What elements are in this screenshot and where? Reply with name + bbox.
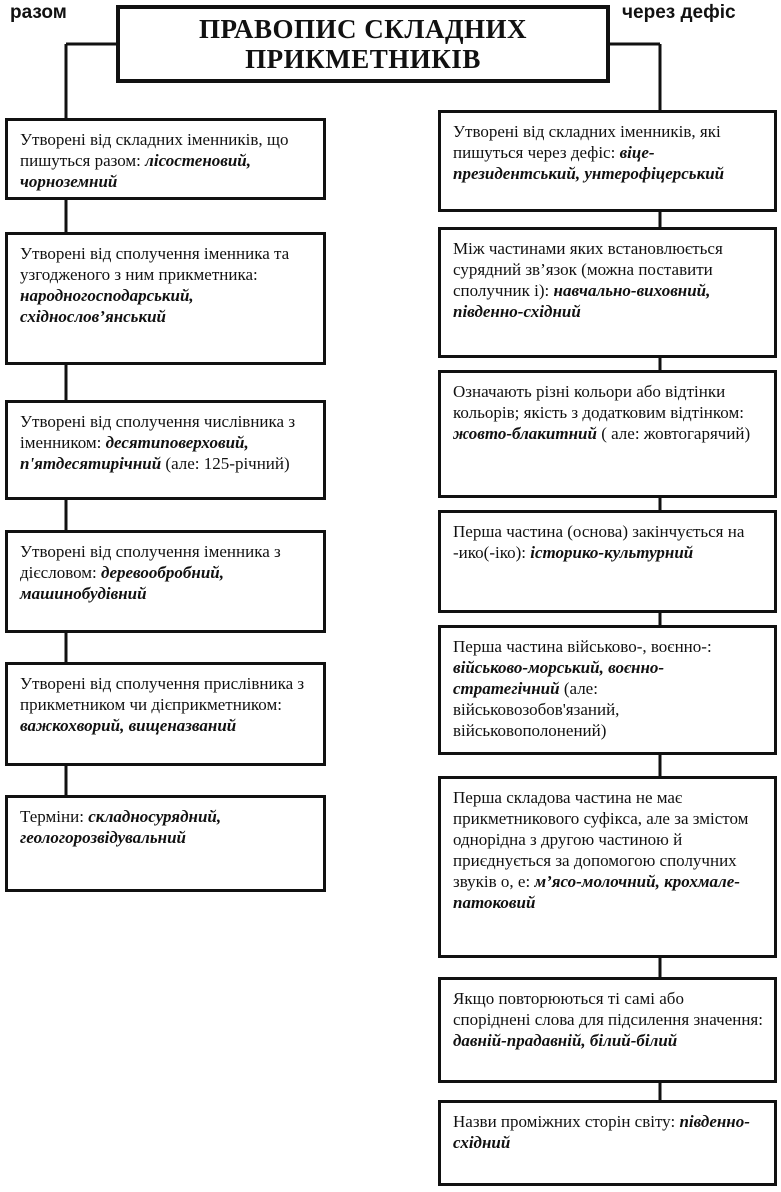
- rule-text: Означають різні кольори або відтінки кольорів; якість з додатковим відтінком:: [453, 382, 744, 422]
- rule-text: Перша складова частина не має прикметникового суфікса, але за змістом однорідна з другою частиною й приєднується за допомогою сполучних звуків о, е:: [453, 788, 749, 891]
- left-box-3: [5, 400, 326, 500]
- left-box-4: [5, 530, 326, 633]
- rule-examples: десятиповерховий, п'ятдесятирічний: [20, 433, 249, 473]
- right-box-8: [438, 1100, 777, 1186]
- rule-examples: деревообробний, машинобудівний: [20, 563, 224, 603]
- rule-text: Терміни:: [20, 807, 84, 826]
- right-box-2: [438, 227, 777, 358]
- rule-examples: народногосподарський, східнослов’янський: [20, 286, 194, 326]
- rule-examples: м’ясо-молочний, крохмале-патоковий: [453, 872, 740, 912]
- right-column-label: через дефіс: [622, 2, 736, 23]
- right-box-7: [438, 977, 777, 1083]
- rule-note: ( але: жовтогарячий): [601, 424, 751, 443]
- right-box-1: [438, 110, 777, 212]
- right-box-5: [438, 625, 777, 755]
- rule-examples: навчально-виховний, південно-східний: [453, 281, 711, 321]
- left-box-1: [5, 118, 326, 200]
- rule-examples: складносурядний, геологорозвідувальний: [20, 807, 222, 847]
- rule-examples: віце-президентський, унтерофіцерський: [453, 143, 725, 183]
- rule-note: (але: 125-річний): [165, 454, 290, 473]
- rule-examples: давній-прадавній, білий-білий: [453, 1031, 678, 1050]
- right-box-3: [438, 370, 777, 498]
- rule-examples: історико-культурний: [530, 543, 694, 562]
- rule-note: (але: військовозобов'язаний, військовополонений): [453, 679, 620, 740]
- rule-examples: важкохворий, вищеназваний: [20, 716, 237, 735]
- rule-text: Якщо повторюються ті самі або споріднені слова для підсилення значення:: [453, 989, 763, 1029]
- rule-text: Перша частина (основа) закінчується на -ико(-іко):: [453, 522, 745, 562]
- rule-text: Між частинами яких встановлюється сурядний зв’язок (можна поставити сполучник і):: [453, 239, 723, 300]
- rule-examples: лісостеновий, чорноземний: [20, 151, 252, 191]
- rule-examples: південно-східний: [453, 1112, 750, 1152]
- rule-text: Утворені від сполучення прислівника з прикметником чи дієприкметником:: [20, 674, 305, 714]
- rule-text: Утворені від сполучення числівника з іменником:: [20, 412, 296, 452]
- diagram-title: ПРАВОПИС СКЛАДНИХ ПРИКМЕТНИКІВ: [116, 5, 610, 83]
- rule-text: Утворені від сполучення іменника з дієсловом:: [20, 542, 281, 582]
- left-box-6: [5, 795, 326, 892]
- rule-text: Перша частина військово-, воєнно-:: [453, 637, 712, 656]
- rule-text: Назви проміжних сторін світу:: [453, 1112, 676, 1131]
- left-box-5: [5, 662, 326, 766]
- left-column-label: разом: [10, 2, 67, 23]
- rule-text: Утворені від складних іменників, що пишуться разом:: [20, 130, 289, 170]
- rule-text: Утворені від складних іменників, які пишуться через дефіс:: [453, 122, 721, 162]
- rule-examples: військово-морський, воєнно-стратегічний: [453, 658, 665, 698]
- left-box-2: [5, 232, 326, 365]
- right-box-6: [438, 776, 777, 958]
- rule-text: Утворені від сполучення іменника та узгодженого з ним прикметника:: [20, 244, 290, 284]
- rule-examples: жовто-блакитний: [453, 424, 597, 443]
- right-box-4: [438, 510, 777, 613]
